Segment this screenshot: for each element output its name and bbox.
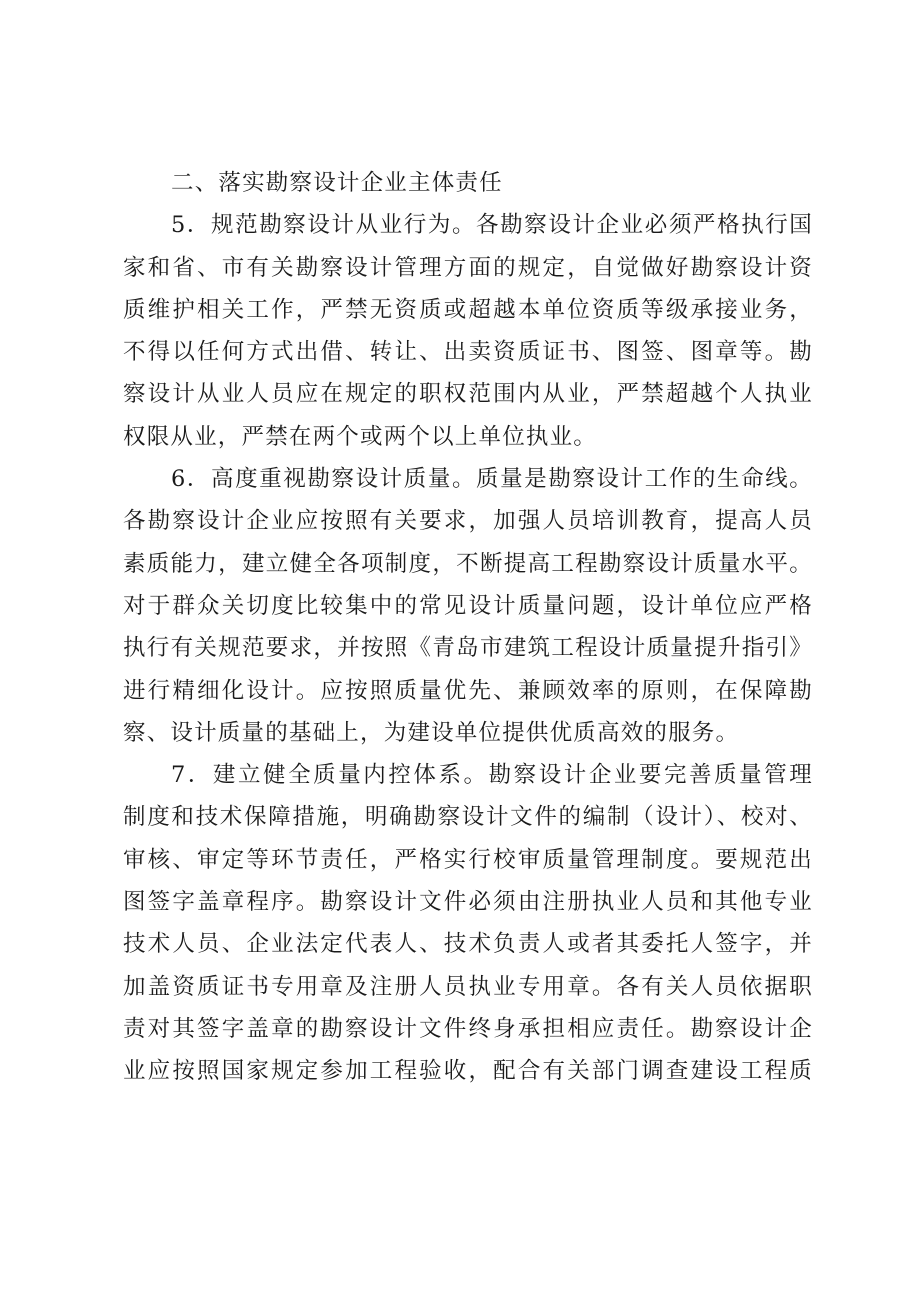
section-heading: 二、落实勘察设计企业主体责任 xyxy=(171,170,503,196)
paragraph-line: 审核、审定等环节责任，严格实行校审质量管理制度。要规范出 xyxy=(123,846,813,873)
paragraph-line: 技术人员、企业法定代表人、技术负责人或者其委托人签字，并 xyxy=(123,931,813,958)
paragraph-line: 6．高度重视勘察设计质量。质量是勘察设计工作的生命线。 xyxy=(171,466,813,493)
paragraph-line: 不得以任何方式出借、转让、出卖资质证书、图签、图章等。勘 xyxy=(123,339,813,366)
paragraph-7 xyxy=(123,754,813,1092)
paragraph-line: 5．规范勘察设计从业行为。各勘察设计企业必须严格执行国 xyxy=(171,212,813,239)
paragraph-line: 察设计从业人员应在规定的职权范围内从业，严禁超越个人执业 xyxy=(123,381,813,408)
paragraph-6 xyxy=(123,458,813,754)
paragraph-line: 对于群众关切度比较集中的常见设计质量问题，设计单位应严格 xyxy=(123,592,813,619)
paragraph-line: 察、设计质量的基础上，为建设单位提供优质高效的服务。 xyxy=(123,719,740,746)
paragraph-line: 进行精细化设计。应按照质量优先、兼顾效率的原则，在保障勘 xyxy=(123,677,813,704)
paragraph-line: 权限从业，严禁在两个或两个以上单位执业。 xyxy=(123,423,598,450)
paragraph-line: 家和省、市有关勘察设计管理方面的规定，自觉做好勘察设计资 xyxy=(123,254,813,281)
paragraph-line: 7．建立健全质量内控体系。勘察设计企业要完善质量管理 xyxy=(171,762,813,789)
paragraph-line: 责对其签字盖章的勘察设计文件终身承担相应责任。勘察设计企 xyxy=(123,1015,813,1042)
paragraph-line: 加盖资质证书专用章及注册人员执业专用章。各有关人员依据职 xyxy=(123,973,813,1000)
paragraph-line: 素质能力，建立健全各项制度，不断提高工程勘察设计质量水平。 xyxy=(123,550,813,577)
paragraph-line: 业应按照国家规定参加工程验收，配合有关部门调查建设工程质 xyxy=(123,1058,813,1085)
paragraph-5 xyxy=(123,204,813,458)
paragraph-line: 各勘察设计企业应按照有关要求，加强人员培训教育，提高人员 xyxy=(123,508,813,535)
paragraph-line: 制度和技术保障措施，明确勘察设计文件的编制（设计）、校对、 xyxy=(123,804,813,831)
paragraph-line: 执行有关规范要求，并按照《青岛市建筑工程设计质量提升指引》 xyxy=(123,635,813,662)
document-body xyxy=(123,162,813,1093)
paragraph-line: 质维护相关工作，严禁无资质或超越本单位资质等级承接业务， xyxy=(123,296,813,323)
paragraph-line: 图签字盖章程序。勘察设计文件必须由注册执业人员和其他专业 xyxy=(123,889,813,916)
